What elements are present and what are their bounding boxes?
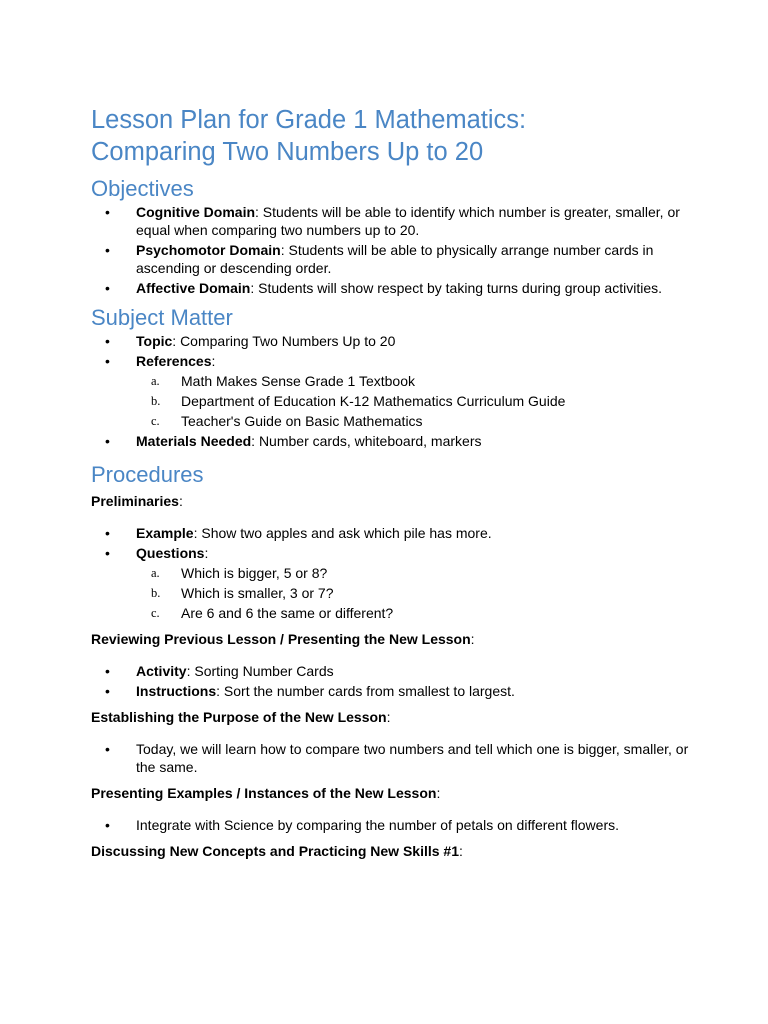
objective-label: Cognitive Domain xyxy=(136,204,256,220)
bullet-icon: • xyxy=(105,433,110,449)
question-item xyxy=(91,564,711,582)
activity-label: Activity xyxy=(136,663,187,679)
title-line-2: Comparing Two Numbers Up to 20 xyxy=(91,138,484,166)
purpose-paragraph xyxy=(91,708,711,726)
subject-item-topic xyxy=(91,332,711,350)
reviewing-paragraph xyxy=(91,630,711,648)
list-marker: b. xyxy=(151,394,161,408)
subject-item-references xyxy=(91,352,711,430)
preliminaries-item-example xyxy=(91,524,711,542)
preliminaries-item-questions xyxy=(91,544,711,622)
subject-matter-heading: Subject Matter xyxy=(91,305,233,330)
question-item xyxy=(91,584,711,602)
reference-item xyxy=(91,392,711,410)
subject-matter-list xyxy=(91,332,711,450)
subject-item-materials xyxy=(91,432,711,450)
purpose-label: Establishing the Purpose of the New Lesson xyxy=(91,709,387,725)
bullet-icon: • xyxy=(105,741,110,757)
list-marker: a. xyxy=(151,566,160,580)
objective-item-affective xyxy=(91,279,711,297)
reviewing-item-activity xyxy=(91,662,711,680)
preliminaries-paragraph xyxy=(91,492,711,510)
purpose-text: Today, we will learn how to compare two numbers and tell which one is bigger, smaller, or the same. xyxy=(136,741,689,775)
bullet-icon: • xyxy=(105,204,110,220)
bullet-icon: • xyxy=(105,683,110,699)
reviewing-label: Reviewing Previous Lesson / Presenting the New Lesson xyxy=(91,631,471,647)
bullet-icon: • xyxy=(105,525,110,541)
examples-item xyxy=(91,816,711,834)
objective-text: : Students will show respect by taking turns during group activities. xyxy=(250,280,663,296)
question-item xyxy=(91,604,711,622)
list-marker: c. xyxy=(151,606,160,620)
objective-label: Affective Domain xyxy=(136,280,251,296)
reviewing-colon: : xyxy=(470,631,475,647)
list-marker: a. xyxy=(151,374,160,388)
bullet-icon: • xyxy=(105,817,110,833)
procedures-heading: Procedures xyxy=(91,462,204,487)
purpose-item xyxy=(91,740,711,776)
instructions-label: Instructions xyxy=(136,683,217,699)
reviewing-list xyxy=(91,662,711,700)
example-label: Example xyxy=(136,525,194,541)
topic-label: Topic xyxy=(136,333,173,349)
document-content xyxy=(91,104,711,860)
reviewing-item-instructions xyxy=(91,682,711,700)
preliminaries-label: Preliminaries xyxy=(91,493,179,509)
examples-label: Presenting Examples / Instances of the New Lesson xyxy=(91,785,437,801)
purpose-colon: : xyxy=(386,709,391,725)
question-text: Which is bigger, 5 or 8? xyxy=(181,565,328,581)
questions-label: Questions xyxy=(136,545,205,561)
discussing-colon: : xyxy=(459,843,463,859)
objective-text: : Students will be able to identify which number is greater, smaller, or equal when comparing two numbers up to 20. xyxy=(136,204,680,238)
bullet-icon: • xyxy=(105,545,110,561)
bullet-icon: • xyxy=(105,353,110,369)
examples-list xyxy=(91,816,711,834)
examples-paragraph xyxy=(91,784,711,802)
examples-colon: : xyxy=(436,785,441,801)
objective-label: Psychomotor Domain xyxy=(136,242,281,258)
materials-label: Materials Needed xyxy=(136,433,252,449)
discussing-label: Discussing New Concepts and Practicing New Skills #1 xyxy=(91,843,460,859)
activity-text: : Sorting Number Cards xyxy=(186,663,334,679)
objective-text: : Students will be able to physically arrange number cards in ascending or descending order. xyxy=(136,242,654,276)
objective-item-cognitive xyxy=(91,203,711,239)
objective-item-psychomotor xyxy=(91,241,711,277)
questions-colon: : xyxy=(204,545,209,561)
question-text: Are 6 and 6 the same or different? xyxy=(181,605,394,621)
list-marker: b. xyxy=(151,586,161,600)
reference-item xyxy=(91,412,711,430)
discussing-paragraph xyxy=(91,842,711,860)
preliminaries-list xyxy=(91,524,711,622)
bullet-icon: • xyxy=(105,333,110,349)
preliminaries-colon: : xyxy=(178,493,183,509)
references-label: References xyxy=(136,353,212,369)
question-text: Which is smaller, 3 or 7? xyxy=(181,585,334,601)
reference-text: Teacher's Guide on Basic Mathematics xyxy=(181,413,423,429)
questions-list xyxy=(91,564,711,622)
reference-item xyxy=(91,372,711,390)
list-marker: c. xyxy=(151,414,160,428)
document-title xyxy=(91,104,711,168)
instructions-text: : Sort the number cards from smallest to largest. xyxy=(216,683,515,699)
purpose-list xyxy=(91,740,711,776)
references-list xyxy=(91,372,711,430)
objectives-heading: Objectives xyxy=(91,176,194,201)
title-line-1: Lesson Plan for Grade 1 Mathematics: xyxy=(91,106,527,134)
examples-text: Integrate with Science by comparing the number of petals on different flowers. xyxy=(136,817,620,833)
materials-text: : Number cards, whiteboard, markers xyxy=(251,433,482,449)
bullet-icon: • xyxy=(105,242,110,258)
reference-text: Department of Education K-12 Mathematics Curriculum Guide xyxy=(181,393,566,409)
example-text: : Show two apples and ask which pile has more. xyxy=(193,525,492,541)
bullet-icon: • xyxy=(105,280,110,296)
references-colon: : xyxy=(211,353,216,369)
reference-text: Math Makes Sense Grade 1 Textbook xyxy=(181,373,415,389)
topic-text: : Comparing Two Numbers Up to 20 xyxy=(172,333,396,349)
bullet-icon: • xyxy=(105,663,110,679)
objectives-list xyxy=(91,203,711,297)
